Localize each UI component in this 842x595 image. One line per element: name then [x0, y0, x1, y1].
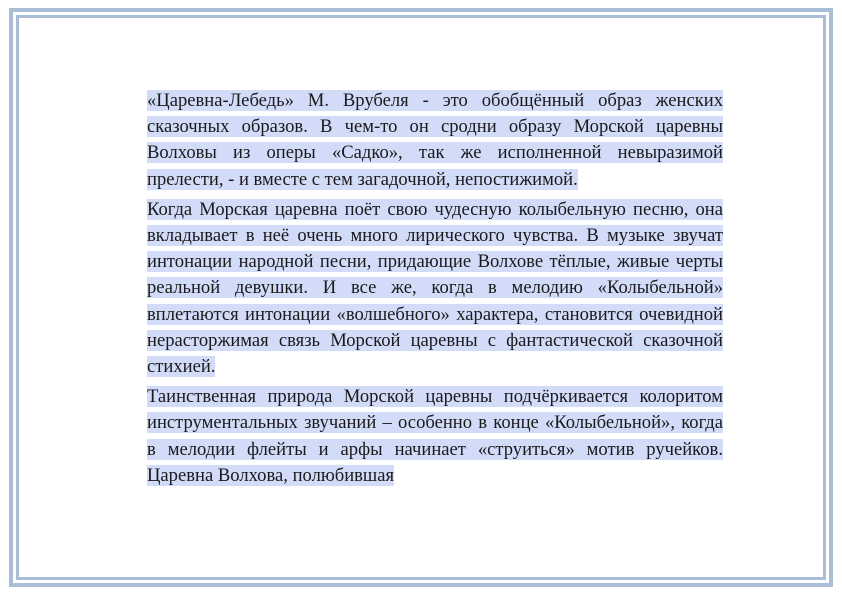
- slide-text-block: [147, 88, 723, 493]
- paragraph-2-text: Когда Морская царевна поёт свою чудесную колыбельную песню, она вкладывает в неё очень много лирического чувства. В музыке звучат интонации народной песни, придающие Волхове тёплые, живые черты реальной девушки. И все же, когда в мелодию «Колыбельной» вплетаются интонации «волшебного» характера, становится очевидной нерасторжимая связь Морской царевны с фантастической сказочной стихией.: [147, 198, 723, 378]
- paragraph-1: [147, 88, 723, 193]
- paragraph-3-text: Таинственная природа Морской царевны подчёркивается колоритом инструментальных звучаний – особенно в конце «Колыбельной», когда в мелодии флейты и арфы начинает «струиться» мотив ручейков. Царевна Волхова, полюбившая: [147, 386, 723, 486]
- paragraph-2: [147, 197, 723, 380]
- paragraph-1-text: «Царевна-Лебедь» М. Врубеля - это обобщённый образ женских сказочных образов. В чем-то он сродни образу Морской царевны Волховы из оперы «Садко», так же исполненной невыразимой прелести, - и вместе с тем загадочной, непостижимой.: [147, 90, 723, 190]
- paragraph-3: [147, 384, 723, 489]
